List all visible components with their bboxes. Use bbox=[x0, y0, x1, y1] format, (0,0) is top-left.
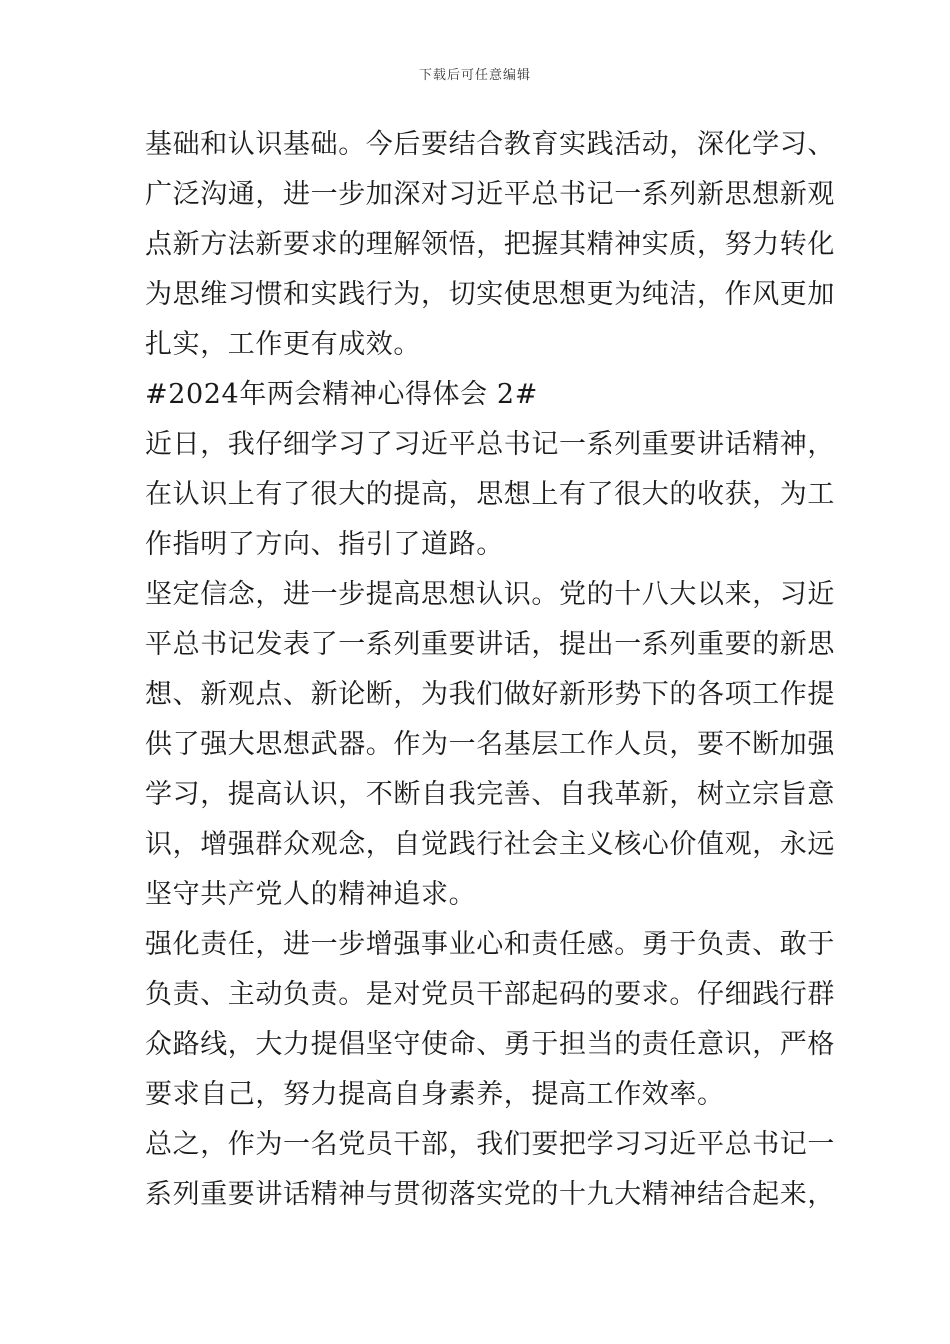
paragraph-belief bbox=[145, 570, 835, 920]
text-line: 坚定信念，进一步提高思想认识。党的十八大以来，习近 bbox=[145, 579, 835, 610]
heading-line: #2024年两会精神心得体会 2# bbox=[145, 379, 538, 410]
paragraph-responsibility bbox=[145, 920, 835, 1120]
text-line: 广泛沟通，进一步加深对习近平总书记一系列新思想新观 bbox=[145, 179, 835, 210]
document-body bbox=[145, 120, 835, 1220]
text-line: 为思维习惯和实践行为，切实使思想更为纯洁，作风更加 bbox=[145, 279, 835, 310]
paragraph-continuation bbox=[145, 120, 835, 370]
text-line: 总之，作为一名党员干部，我们要把学习习近平总书记一 bbox=[145, 1129, 835, 1160]
text-line: 强化责任，进一步增强事业心和责任感。勇于负责、敢于 bbox=[145, 929, 835, 960]
text-line: 点新方法新要求的理解领悟，把握其精神实质，努力转化 bbox=[145, 229, 835, 260]
text-line: 基础和认识基础。今后要结合教育实践活动，深化学习、 bbox=[145, 129, 835, 160]
text-line: 作指明了方向、指引了道路。 bbox=[145, 529, 504, 560]
header-note: 下载后可任意编辑 bbox=[418, 68, 531, 83]
text-line: 在认识上有了很大的提高，思想上有了很大的收获，为工 bbox=[145, 479, 835, 510]
text-line: 学习，提高认识，不断自我完善、自我革新，树立宗旨意 bbox=[145, 779, 835, 810]
text-line: 扎实，工作更有成效。 bbox=[145, 329, 421, 360]
paragraph-intro bbox=[145, 420, 835, 570]
text-line: 要求自己，努力提高自身素养，提高工作效率。 bbox=[145, 1079, 725, 1110]
text-line: 系列重要讲话精神与贯彻落实党的十九大精神结合起来， bbox=[145, 1179, 835, 1210]
text-line: 供了强大思想武器。作为一名基层工作人员，要不断加强 bbox=[145, 729, 835, 760]
text-line: 想、新观点、新论断，为我们做好新形势下的各项工作提 bbox=[145, 679, 835, 710]
section-heading bbox=[145, 370, 817, 420]
text-line: 负责、主动负责。是对党员干部起码的要求。仔细践行群 bbox=[145, 979, 835, 1010]
text-line: 识，增强群众观念，自觉践行社会主义核心价值观，永远 bbox=[145, 829, 835, 860]
text-line: 近日，我仔细学习了习近平总书记一系列重要讲话精神， bbox=[145, 429, 835, 460]
text-line: 平总书记发表了一系列重要讲话，提出一系列重要的新思 bbox=[145, 629, 835, 660]
paragraph-conclusion bbox=[145, 1120, 835, 1220]
text-line: 众路线，大力提倡坚守使命、勇于担当的责任意识，严格 bbox=[145, 1029, 835, 1060]
text-line: 坚守共产党人的精神追求。 bbox=[145, 879, 477, 910]
